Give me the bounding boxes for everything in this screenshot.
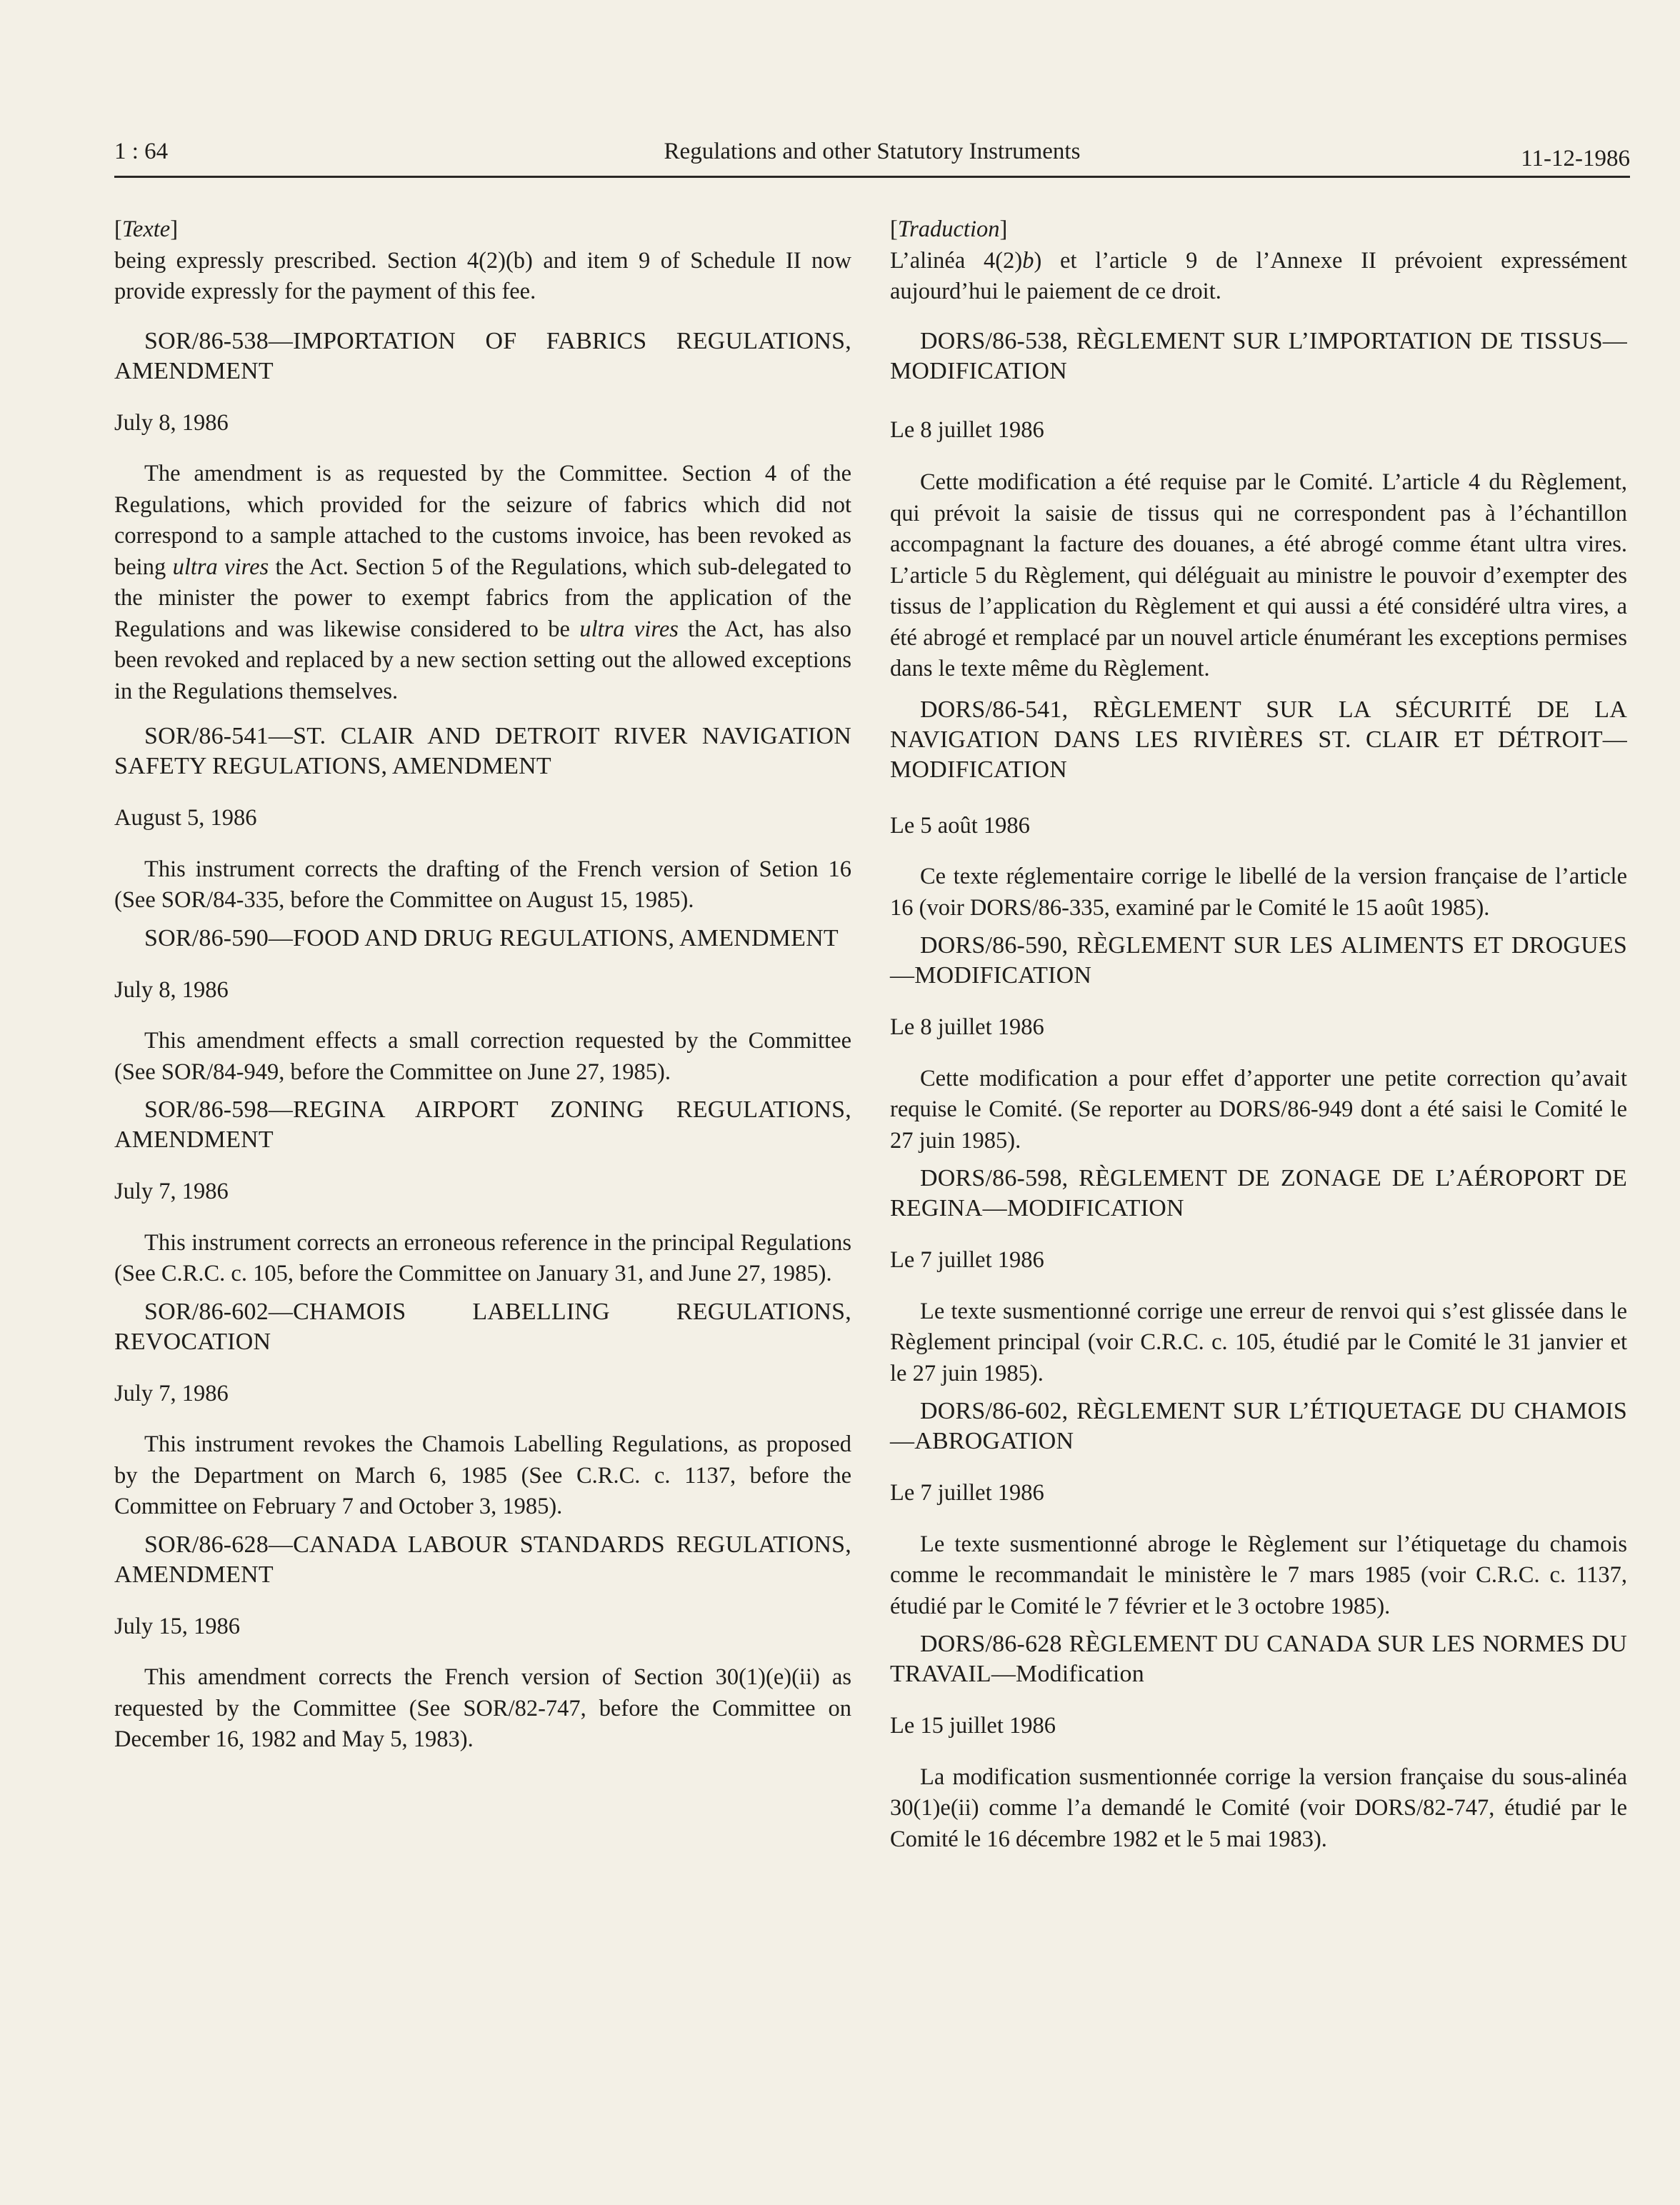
section-date: July 7, 1986 — [114, 1179, 229, 1204]
body-text: the Act, has also been revoked and replaced by a new section setting out the allowed exceptions in the Regulations themselves. — [114, 616, 851, 704]
issue-date: 11-12-1986 — [1521, 146, 1630, 171]
section-body: Ce texte réglementaire corrige le libellé de la version française de l’article 16 (voir DORS/86-335, examiné par le Comité le 15 août 1985). — [890, 864, 1627, 921]
section-date: Le 8 juillet 1986 — [890, 1014, 1044, 1040]
section-sor-86-602 — [114, 1297, 851, 1523]
page-number: 1 : 64 — [114, 139, 169, 164]
section-date: Le 15 juillet 1986 — [890, 1713, 1056, 1739]
section-title: DORS/86-602, RÈGLEMENT SUR L’ÉTIQUETAGE DU CHAMOIS—ABROGATION — [890, 1398, 1627, 1454]
section-date: Le 8 juillet 1986 — [890, 416, 1044, 443]
section-title: SOR/86-538—IMPORTATION OF FABRICS REGULATIONS, AMENDMENT — [114, 327, 851, 384]
text-tag-label: Texte — [121, 216, 171, 242]
section-body: Cette modification a été requise par le Comité. L’article 4 du Règlement, qui prévoit la saisie de tissus qui ne correspondent pas à l’échantillon accompagnant la facture des douanes, a été abrogé comme étant ultra vires. L’article 5 du Règlement, qui déléguait au ministre le pouvoir d’exempter des tissus de l’application du Règlement et qui aussi a été considéré ultra vires, a été abrogé et remplacé par un nouvel article énumérant les exceptions permises dans le texte même du Règlement. — [890, 469, 1627, 681]
body-text: L’alinéa 4(2) — [890, 247, 1023, 274]
section-sor-86-538 — [114, 326, 851, 708]
section-body: This amendment effects a small correction requested by the Committee (See SOR/84-949, before the Committee on June 27, 1985). — [114, 1028, 851, 1085]
translation-tag: [Traduction] — [890, 216, 1008, 242]
latin-term: ultra vires — [579, 616, 679, 642]
section-date: July 7, 1986 — [114, 1380, 229, 1406]
section-title: DORS/86-628 RÈGLEMENT DU CANADA SUR LES NORMES DU TRAVAIL—Modification — [890, 1631, 1627, 1687]
section-dors-86-541 — [890, 695, 1627, 924]
section-body: Le texte susmentionné abroge le Règlement sur l’étiquetage du chamois comme le recommandait le ministère le 7 mars 1985 (voir C.R.C. c. 1137, étudié par le Comité le 7 février et le 3 octobre 1985). — [890, 1531, 1627, 1619]
section-title: DORS/86-538, RÈGLEMENT SUR L’IMPORTATION DE TISSUS—MODIFICATION — [890, 327, 1627, 384]
section-date: August 5, 1986 — [114, 805, 257, 831]
body-text: ) et l’article 9 de l’Annexe II prévoient expressément aujourd’hui le paiement de ce droit. — [890, 247, 1628, 304]
body-text: The amendment is as requested by the Committee. Section 4 of the Regulations, which provided for the seizure of fabrics which did not correspond to a sample attached to the customs invoice, has been revoked as being — [114, 461, 851, 580]
section-title: SOR/86-541—ST. CLAIR AND DETROIT RIVER NAVIGATION SAFETY REGULATIONS, AMENDMENT — [114, 723, 851, 779]
intro-paragraph — [890, 246, 1627, 308]
section-title: SOR/86-628—CANADA LABOUR STANDARDS REGULATIONS, AMENDMENT — [114, 1531, 851, 1588]
section-title: SOR/86-602—CHAMOIS LABELLING REGULATIONS, REVOCATION — [114, 1298, 851, 1355]
section-body: This amendment corrects the French version of Section 30(1)(e)(ii) as requested by the Committee (See SOR/82-747, before the Committee on December 16, 1982 and May 5, 1983). — [114, 1664, 851, 1752]
section-title: SOR/86-590—FOOD AND DRUG REGULATIONS, AMENDMENT — [144, 924, 839, 951]
section-sor-86-628 — [114, 1530, 851, 1756]
section-body: This instrument corrects an erroneous reference in the principal Regulations (See C.R.C. c. 105, before the Committee on January 31, and June 27, 1985). — [114, 1229, 851, 1286]
section-body: This instrument revokes the Chamois Labelling Regulations, as proposed by the Department on March 6, 1985 (See C.R.C. c. 1137, before the Committee on February 7 and October 3, 1985). — [114, 1431, 851, 1519]
section-date: Le 5 août 1986 — [890, 812, 1030, 839]
section-date: July 15, 1986 — [114, 1613, 241, 1639]
text-tag: [Texte] — [114, 216, 179, 242]
section-title: DORS/86-541, RÈGLEMENT SUR LA SÉCURITÉ DE LA NAVIGATION DANS LES RIVIÈRES ST. CLAIR ET DÉTROIT—MODIFICATION — [890, 696, 1627, 783]
section-sor-86-598 — [114, 1095, 851, 1290]
running-title: Regulations and other Statutory Instruments — [664, 139, 1081, 164]
french-column — [890, 214, 1627, 1855]
english-column — [114, 214, 851, 1756]
intro-paragraph: being expressly prescribed. Section 4(2)(b) and item 9 of Schedule II now provide expressly for the payment of this fee. — [114, 247, 851, 304]
translation-tag-label: Traduction — [897, 216, 1000, 242]
section-date: Le 7 juillet 1986 — [890, 1247, 1044, 1273]
section-dors-86-598 — [890, 1164, 1627, 1389]
section-body: This instrument corrects the drafting of the French version of Setion 16 (See SOR/84-335, before the Committee on August 15, 1985). — [114, 856, 851, 913]
section-sor-86-541 — [114, 721, 851, 916]
section-date: Le 7 juillet 1986 — [890, 1480, 1044, 1506]
section-body: Le texte susmentionné corrige une erreur de renvoi qui s’est glissée dans le Règlement principal (voir C.R.C. c. 105, étudié par le Comité le 31 janvier et le 27 juin 1985). — [890, 1298, 1627, 1386]
paragraph-letter: b — [1022, 247, 1034, 274]
section-body: Cette modification a pour effet d’apporter une petite correction qu’avait requise le Comité. (Se reporter au DORS/86-949 dont a été saisi le Comité le 27 juin 1985). — [890, 1065, 1627, 1154]
section-date: July 8, 1986 — [114, 976, 229, 1003]
section-title: DORS/86-590, RÈGLEMENT SUR LES ALIMENTS ET DROGUES—MODIFICATION — [890, 932, 1627, 989]
section-dors-86-538 — [890, 326, 1627, 685]
section-body — [114, 459, 851, 707]
body-text: the Act. Section 5 of the Regulations, which sub-delegated to the minister the power to exempt fabrics from the application of the Regulations and was likewise considered to be — [114, 554, 851, 642]
section-dors-86-628 — [890, 1629, 1627, 1855]
section-body: La modification susmentionnée corrige la version française du sous-alinéa 30(1)e(ii) comme l’a demandé le Comité (voir DORS/82-747, étudié par le Comité le 16 décembre 1982 et le 5 mai 1983). — [890, 1764, 1627, 1852]
latin-term: ultra vires — [172, 554, 269, 580]
section-dors-86-602 — [890, 1396, 1627, 1622]
section-date: July 8, 1986 — [114, 409, 229, 436]
page-header — [114, 136, 1630, 178]
section-title: DORS/86-598, RÈGLEMENT DE ZONAGE DE L’AÉROPORT DE REGINA—MODIFICATION — [890, 1165, 1627, 1221]
section-title: SOR/86-598—REGINA AIRPORT ZONING REGULATIONS, AMENDMENT — [114, 1096, 851, 1153]
section-dors-86-590 — [890, 931, 1627, 1156]
section-sor-86-590 — [114, 924, 851, 1089]
